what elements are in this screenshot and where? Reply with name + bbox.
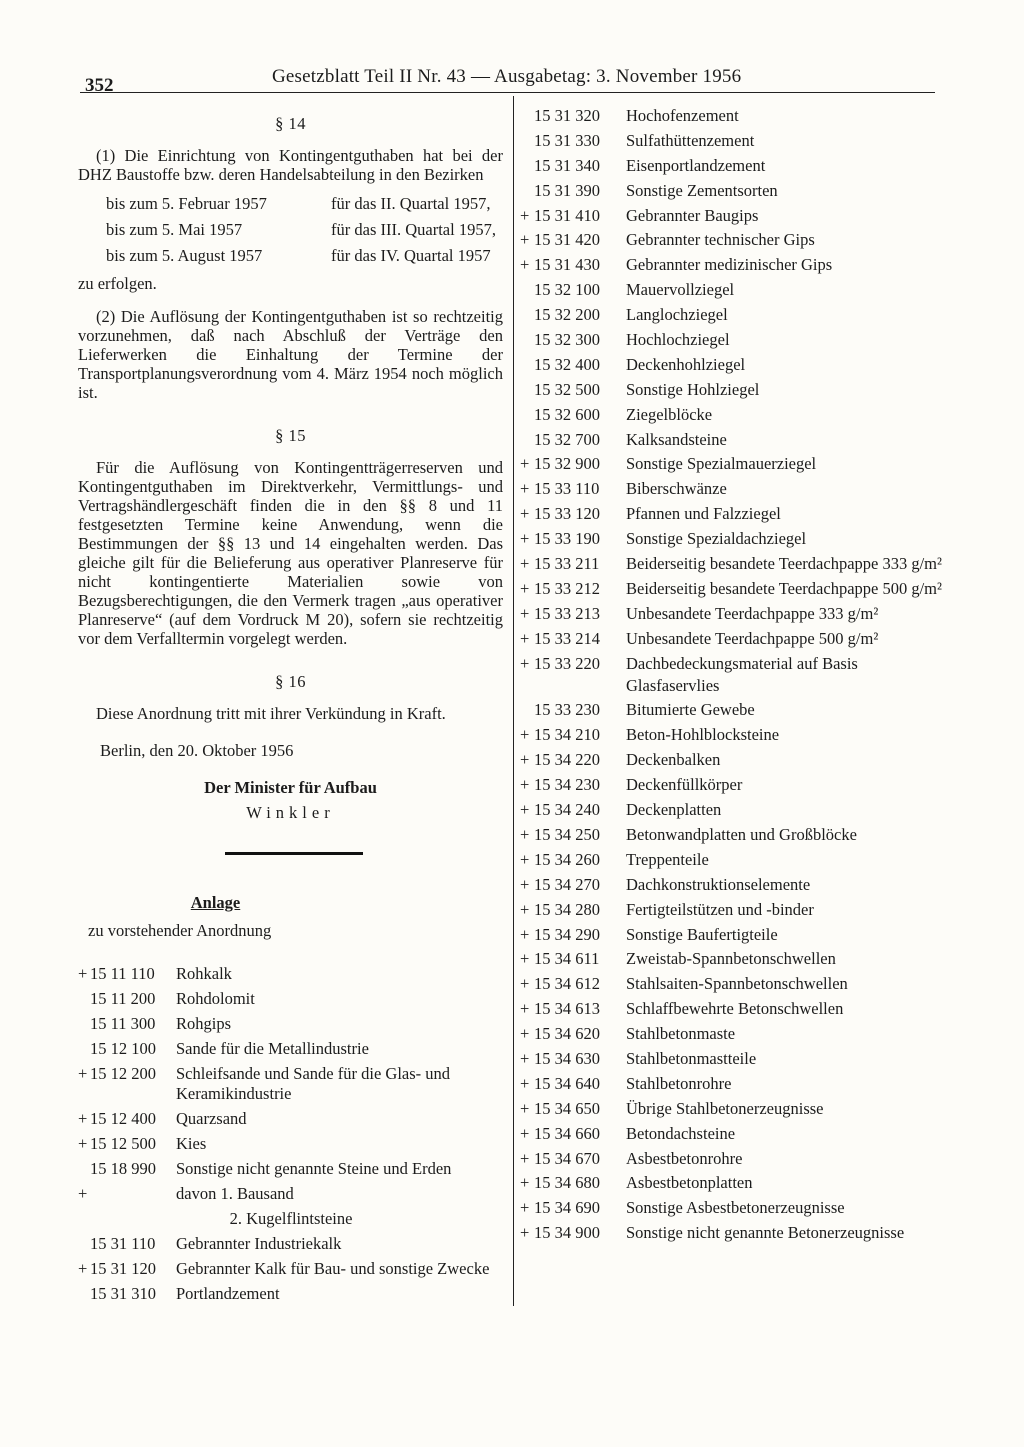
list-item	[78, 1039, 503, 1059]
item-code: 15 33 120	[534, 504, 600, 524]
item-name: Betondachsteine	[626, 1123, 736, 1143]
item-code: 15 32 400	[534, 354, 600, 374]
item-name: Stahlbetonmaste	[626, 1024, 736, 1044]
list-item	[520, 503, 945, 525]
item-name: Sonstige Spezialmauerziegel	[626, 454, 817, 474]
item-name: Sulfathüttenzement	[626, 130, 755, 150]
list-item	[520, 924, 945, 946]
section-15-heading: § 15	[275, 426, 306, 445]
list-item	[520, 105, 945, 127]
list-item	[78, 964, 503, 984]
section-16-paragraph: Diese Anordnung tritt mit ihrer Verkündung in Kraft.	[96, 704, 446, 723]
item-code: 15 33 212	[534, 578, 600, 598]
list-item	[78, 1284, 503, 1304]
item-code: 15 34 210	[534, 725, 600, 745]
item-name: Langlochziegel	[626, 305, 728, 325]
plus-marker: +	[520, 1123, 530, 1143]
item-name: Schleifsande und Sande für die Glas- und Keramikindustrie	[176, 1064, 455, 1103]
page-number: 352	[85, 75, 114, 96]
list-item	[78, 989, 503, 1009]
item-name: davon 1. Bausand	[176, 1184, 294, 1203]
plus-marker: +	[520, 628, 530, 648]
plus-marker: +	[520, 899, 530, 919]
item-name: Beiderseitig besandete Teerdachpappe 500 g/m²	[626, 578, 942, 598]
item-name: Sonstige Spezialdachziegel	[626, 529, 807, 549]
item-name: Eisenportlandzement	[626, 155, 766, 175]
list-item	[520, 699, 945, 721]
item-code: 15 31 430	[534, 255, 600, 275]
item-name: Gebrannter Baugips	[626, 205, 759, 225]
list-item	[520, 824, 945, 846]
plus-marker: +	[520, 230, 530, 250]
plus-marker: +	[520, 800, 530, 820]
plus-marker: +	[520, 479, 530, 499]
list-item	[520, 180, 945, 202]
signer-title: Der Minister für Aufbau	[204, 778, 377, 797]
item-code: 15 34 290	[534, 924, 600, 944]
item-code: 15 31 110	[90, 1234, 156, 1253]
item-name: Asbestbetonplatten	[626, 1173, 753, 1193]
list-item	[520, 304, 945, 326]
item-name: Deckenfüllkörper	[626, 775, 743, 795]
item-code: 15 34 670	[534, 1148, 600, 1168]
section-14-heading: § 14	[275, 114, 306, 133]
item-code: 15 34 240	[534, 800, 600, 820]
list-item	[520, 478, 945, 500]
plus-marker: +	[78, 1064, 88, 1083]
item-code: 15 34 690	[534, 1198, 600, 1218]
item-name: Sonstige Hohlziegel	[626, 379, 760, 399]
item-code: 15 32 700	[534, 429, 600, 449]
item-name: Biberschwänze	[626, 479, 727, 499]
item-name: Betonwandplatten und Großblöcke	[626, 824, 857, 844]
list-item	[520, 1197, 945, 1219]
item-code: 15 33 211	[534, 554, 600, 574]
item-name: Gebrannter medizinischer Gips	[626, 255, 833, 275]
item-name: Hochofenzement	[626, 106, 739, 125]
header-rule	[80, 92, 935, 93]
list-item	[78, 1064, 503, 1104]
list-item	[520, 1023, 945, 1045]
column-divider	[513, 96, 514, 1306]
item-code: 15 11 200	[90, 989, 156, 1008]
item-name: Gebrannter Kalk für Bau- und sonstige Zwecke	[176, 1259, 490, 1278]
list-item	[78, 1109, 503, 1129]
item-code: 15 18 990	[90, 1159, 156, 1178]
plus-marker: +	[520, 999, 530, 1019]
item-name: Stahlbetonrohre	[626, 1073, 732, 1093]
item-code: 15 32 200	[534, 305, 600, 325]
item-code: 15 11 300	[90, 1014, 156, 1033]
item-code: 15 34 612	[534, 974, 600, 994]
list-item	[520, 998, 945, 1020]
item-name: Deckenhohlziegel	[626, 354, 746, 374]
item-code: 15 31 330	[534, 130, 600, 150]
list-item	[520, 528, 945, 550]
deadline-date: bis zum 5. Mai 1957	[106, 219, 243, 239]
item-code: 15 33 213	[534, 603, 600, 623]
plus-marker: +	[520, 1223, 530, 1243]
list-item	[520, 603, 945, 625]
item-code: 15 34 680	[534, 1173, 600, 1193]
item-name: Rohkalk	[176, 964, 232, 983]
plus-marker: +	[520, 974, 530, 994]
list-item	[78, 1234, 503, 1254]
list-item	[520, 774, 945, 796]
deadline-row	[78, 242, 503, 268]
item-code: 15 34 630	[534, 1048, 600, 1068]
plus-marker: +	[520, 924, 530, 944]
item-name: Übrige Stahlbetonerzeugnisse	[626, 1098, 824, 1118]
item-code: 15 12 100	[90, 1039, 156, 1058]
item-code: 15 32 900	[534, 454, 600, 474]
item-name: Asbestbetonrohre	[626, 1148, 743, 1168]
plus-marker: +	[520, 1098, 530, 1118]
item-code: 15 34 250	[534, 824, 600, 844]
plus-marker: +	[520, 554, 530, 574]
item-code: 15 12 500	[90, 1134, 156, 1153]
plus-marker: +	[520, 454, 530, 474]
list-item	[520, 628, 945, 650]
plus-marker: +	[520, 255, 530, 275]
list-item	[520, 354, 945, 376]
list-item	[520, 279, 945, 301]
item-code: 15 31 410	[534, 205, 600, 225]
item-code: 15 34 650	[534, 1098, 600, 1118]
item-code: 15 31 390	[534, 180, 600, 200]
item-name: Stahlbetonmastteile	[626, 1048, 757, 1068]
item-code: 15 11 110	[90, 964, 155, 983]
item-code: 15 34 230	[534, 775, 600, 795]
item-name: Rohgips	[176, 1014, 232, 1033]
list-item	[520, 749, 945, 771]
item-code: 15 34 613	[534, 999, 600, 1019]
item-name: Unbesandete Teerdachpappe 500 g/m²	[626, 628, 879, 648]
page-header-title: Gesetzblatt Teil II Nr. 43 — Ausgabetag: 3. November 1956	[272, 66, 742, 87]
deadline-quarter: für das IV. Quartal 1957	[331, 245, 491, 265]
plus-marker: +	[520, 653, 530, 673]
list-item	[520, 229, 945, 251]
item-name: Deckenplatten	[626, 800, 722, 820]
item-name: Stahlsaiten-Spannbetonschwellen	[626, 974, 848, 994]
section-14-paragraph-1-end: zu erfolgen.	[78, 274, 157, 293]
item-code: 15 31 420	[534, 230, 600, 250]
item-code: 15 34 620	[534, 1024, 600, 1044]
list-item	[520, 724, 945, 746]
item-code: 15 34 900	[534, 1223, 600, 1243]
item-name: Rohdolomit	[176, 989, 255, 1008]
item-name: Sonstige Asbestbetonerzeugnisse	[626, 1198, 845, 1218]
deadline-date: bis zum 5. August 1957	[106, 245, 263, 265]
item-name: Kies	[176, 1134, 207, 1153]
list-item	[520, 205, 945, 227]
item-name: Fertigteilstützen und -binder	[626, 899, 814, 919]
item-code: 15 31 310	[90, 1284, 156, 1303]
item-code: 15 31 340	[534, 155, 600, 175]
plus-marker: +	[520, 1024, 530, 1044]
list-item	[78, 1159, 503, 1179]
item-code: 15 33 190	[534, 529, 600, 549]
list-item	[520, 1172, 945, 1194]
plus-marker: +	[520, 824, 530, 844]
item-name: Dachkonstruktionselemente	[626, 874, 811, 894]
deadline-date: bis zum 5. Februar 1957	[106, 193, 267, 213]
list-item	[520, 130, 945, 152]
list-item	[520, 404, 945, 426]
item-code: 15 34 260	[534, 849, 600, 869]
item-code: 15 34 660	[534, 1123, 600, 1143]
signer-name: Winkler	[246, 803, 335, 822]
plus-marker: +	[520, 1173, 530, 1193]
plus-marker: +	[78, 1109, 88, 1128]
item-name: Schlaffbewehrte Betonschwellen	[626, 999, 844, 1019]
annex-title: Anlage	[190, 893, 241, 912]
item-code: 15 33 230	[534, 700, 600, 720]
item-name: Ziegelblöcke	[626, 404, 713, 424]
section-15-paragraph: Für die Auflösung von Kontingentträgerreserven und Kontingentguthaben im Direktverkehr, Vermittlungs- und Vertragshändlergeschäft finden die in den §§ 8 und 11 festgesetzten Termine keine Anwendung, wenn die Bestimmungen der §§ 13 und 14 eingehalten werden. Das gleiche gilt für die Belieferung aus operativer Planreserve für nicht kontingentierte Materialien sowie von Bezugsberechtigungen, die den Vermerk tragen „aus operativer Planreserve“ (auf dem Vordruck M 20), sofern sie rechtzeitig vor dem Verfalltermin vorgelegt werden.	[78, 458, 503, 648]
item-code: 15 32 500	[534, 379, 600, 399]
deadline-quarter: für das III. Quartal 1957,	[331, 219, 496, 239]
list-item	[78, 1209, 503, 1229]
item-code: 15 31 320	[534, 106, 600, 125]
plus-marker: +	[520, 725, 530, 745]
item-name: Quarzsand	[176, 1109, 247, 1128]
list-item	[520, 799, 945, 821]
item-name: Dachbedeckungsmaterial auf Basis Glasfaservlies	[626, 653, 862, 695]
item-name: Sonstige Zementsorten	[626, 180, 778, 200]
item-code: 15 34 280	[534, 899, 600, 919]
place-and-date: Berlin, den 20. Oktober 1956	[100, 741, 294, 760]
item-name: Gebrannter Industriekalk	[176, 1234, 342, 1253]
section-14-paragraph-1: (1) Die Einrichtung von Kontingentguthaben hat bei der DHZ Baustoffe bzw. deren Handelsabteilung in den Bezirken	[78, 146, 503, 184]
item-name: Pfannen und Falzziegel	[626, 504, 781, 524]
item-name: Beiderseitig besandete Teerdachpappe 333 g/m²	[626, 554, 942, 574]
annex-list-left	[78, 964, 503, 1304]
list-item	[520, 578, 945, 600]
list-item	[520, 1098, 945, 1120]
item-code: 15 34 611	[534, 949, 600, 969]
list-item	[520, 429, 945, 451]
item-name: Sonstige nicht genannte Betonerzeugnisse	[626, 1223, 905, 1243]
list-item	[520, 329, 945, 351]
plus-marker: +	[520, 874, 530, 894]
item-code: 15 33 214	[534, 628, 600, 648]
item-name: Portlandzement	[176, 1284, 280, 1303]
deadline-quarter: für das II. Quartal 1957,	[331, 193, 491, 213]
left-column	[78, 112, 503, 1309]
plus-marker: +	[78, 1134, 88, 1153]
plus-marker: +	[520, 750, 530, 770]
item-code: 15 32 600	[534, 404, 600, 424]
item-name: Kalksandsteine	[626, 429, 727, 449]
plus-marker: +	[520, 1198, 530, 1218]
item-name: Sonstige Baufertigteile	[626, 924, 778, 944]
item-code: 15 33 220	[534, 653, 600, 673]
item-code: 15 33 110	[534, 479, 600, 499]
list-item	[520, 948, 945, 970]
plus-marker: +	[520, 1148, 530, 1168]
plus-marker: +	[520, 1073, 530, 1093]
item-code: 15 12 400	[90, 1109, 156, 1128]
list-item	[520, 653, 945, 697]
plus-marker: +	[78, 1259, 88, 1278]
plus-marker: +	[520, 603, 530, 623]
list-item	[78, 1014, 503, 1034]
list-item	[78, 1259, 503, 1279]
list-item	[78, 1134, 503, 1154]
item-code: 15 12 200	[90, 1064, 156, 1083]
list-item	[520, 849, 945, 871]
plus-marker: +	[520, 529, 530, 549]
annex-list-right	[520, 105, 945, 1247]
item-name: Gebrannter technischer Gips	[626, 230, 815, 250]
list-item	[78, 1184, 503, 1204]
list-item	[520, 1148, 945, 1170]
plus-marker: +	[520, 1048, 530, 1068]
signature-rule	[225, 852, 363, 855]
item-code: 15 34 220	[534, 750, 600, 770]
list-item	[520, 553, 945, 575]
plus-marker: +	[78, 1184, 88, 1203]
item-code: 15 34 640	[534, 1073, 600, 1093]
list-item	[520, 155, 945, 177]
item-name: Bitumierte Gewebe	[626, 700, 755, 720]
list-item	[520, 379, 945, 401]
plus-marker: +	[520, 849, 530, 869]
list-item	[520, 453, 945, 475]
item-name: Deckenbalken	[626, 750, 721, 770]
plus-marker: +	[520, 205, 530, 225]
plus-marker: +	[78, 964, 88, 983]
item-name: Hochlochziegel	[626, 330, 730, 350]
deadline-list	[78, 190, 503, 268]
item-code: 15 32 100	[534, 280, 600, 300]
deadline-row	[78, 190, 503, 216]
item-name: Treppenteile	[626, 849, 709, 869]
item-code: 15 32 300	[534, 330, 600, 350]
section-16-heading: § 16	[275, 672, 306, 691]
plus-marker: +	[520, 504, 530, 524]
item-code: 15 31 120	[90, 1259, 156, 1278]
list-item	[520, 254, 945, 276]
item-name: Beton-Hohlblocksteine	[626, 725, 780, 745]
item-name: Sande für die Metallindustrie	[176, 1039, 369, 1058]
list-item	[520, 899, 945, 921]
list-item	[520, 874, 945, 896]
item-name: Unbesandete Teerdachpappe 333 g/m²	[626, 603, 879, 623]
deadline-row	[78, 216, 503, 242]
section-14-paragraph-2: (2) Die Auflösung der Kontingentguthaben ist so rechtzeitig vorzunehmen, daß nach Abschluß der Verträge den Lieferwerken die Einhaltung der Termine der Transportplanungsverordnung vom 4. März 1954 noch möglich ist.	[78, 307, 503, 402]
list-item	[520, 1048, 945, 1070]
item-name: Zweistab-Spannbetonschwellen	[626, 949, 836, 969]
list-item	[520, 973, 945, 995]
list-item	[520, 1222, 945, 1244]
list-item	[520, 1073, 945, 1095]
item-name: Sonstige nicht genannte Steine und Erden	[176, 1159, 452, 1178]
annex-subtitle: zu vorstehender Anordnung	[88, 921, 272, 940]
plus-marker: +	[520, 578, 530, 598]
list-item	[520, 1123, 945, 1145]
item-name: Mauervollziegel	[626, 280, 735, 300]
item-name: 2. Kugelflintsteine	[176, 1209, 353, 1228]
item-code: 15 34 270	[534, 874, 600, 894]
plus-marker: +	[520, 949, 530, 969]
plus-marker: +	[520, 775, 530, 795]
